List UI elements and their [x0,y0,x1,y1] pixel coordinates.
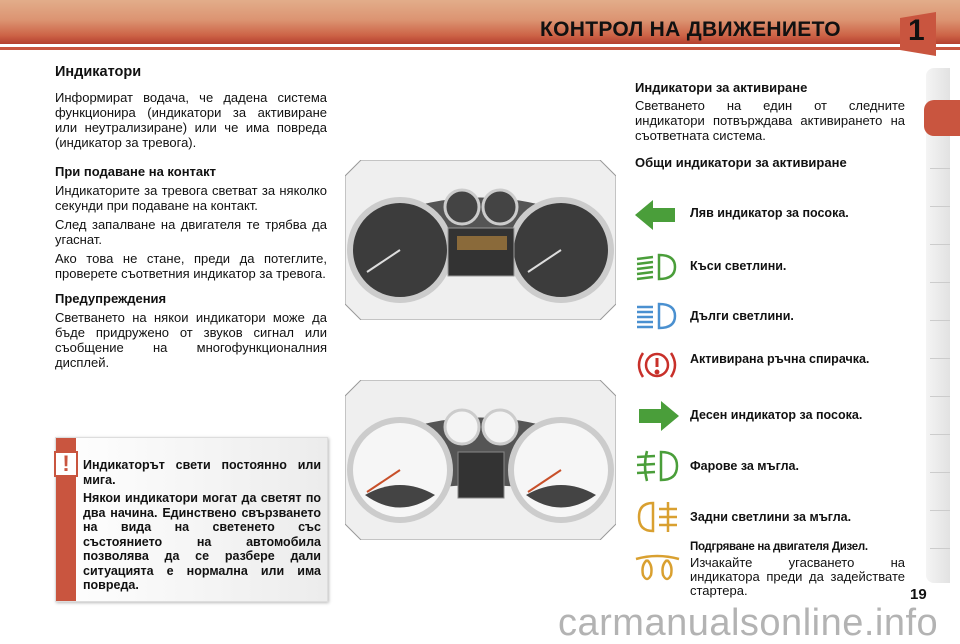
watermark: carmanualsonline.info [558,602,939,644]
indicator-label-parking-brake: Активирана ръчна спирачка. [690,352,870,366]
exclamation-icon: ! [54,451,78,477]
left-column [55,63,327,370]
indicator-label-front-fog: Фарове за мъгла. [690,459,799,473]
rear-fog-icon [633,499,683,535]
intro-text: Информират водача, че дадена система функционира (индикатори за активиране или неутрализиране) или че има повреда (индикатор за тревога). [55,90,327,150]
indicator-label-left-turn: Ляв индикатор за посока. [690,206,849,220]
high-beam-icon [633,298,683,334]
right-turn-arrow-icon [633,398,683,434]
instrument-panel-dark-image [345,160,616,320]
header-divider [0,47,960,50]
right-column-intro [635,80,905,171]
ignition-text-3: Ако това не стане, преди да потеглите, проверете съответния индикатор за тревога. [55,251,327,281]
ignition-text-2: След запалване на двигателя те трябва да угаснат. [55,217,327,247]
activation-heading: Индикатори за активиране [635,80,808,95]
parking-brake-icon [633,347,683,383]
front-fog-icon [633,448,683,484]
warnings-text: Светването на някои индикатори може да бъде придружено от звуков сигнал или съобщение на многофункционалния дисплей. [55,310,327,370]
indicator-label-high-beam: Дълги светлини. [690,309,794,323]
ignition-heading: При подаване на контакт [55,164,217,179]
chapter-tabs[interactable] [926,68,950,583]
indicator-label-rear-fog: Задни светлини за мъгла. [690,510,852,524]
left-turn-arrow-icon [633,197,683,233]
diesel-preheat-block [690,540,905,598]
diesel-preheat-icon [633,551,683,587]
section-title: Индикатори [55,64,142,80]
active-chapter-tab[interactable] [924,100,960,136]
note-text-2: Някои индикатори могат да светят по два начина. Единствено свързването на вида на светенето със състоянието на автомобила позволява да се разбере дали ситуацията е нормална или има повреда. [83,491,321,592]
indicator-label-low-beam: Къси светлини. [690,259,787,273]
indicator-label-right-turn: Десен индикатор за посока. [690,408,863,422]
diesel-preheat-heading: Подгряване на двигателя Дизел. [690,541,868,553]
warnings-heading: Предупреждения [55,291,167,306]
chapter-number: 1 [908,14,925,47]
general-activation-heading: Общи индикатори за активиране [635,155,847,170]
activation-intro: Светването на един от следните индикатори потвърждава активирането на съответната система. [635,98,905,143]
warning-note [55,437,328,602]
note-text-1: Индикаторът свети постоянно или мига. [83,458,321,487]
low-beam-icon [633,249,683,285]
diesel-preheat-text: Изчакайте угасването на индикатора преди да задействате стартера. [690,555,905,598]
ignition-text-1: Индикаторите за тревога светват за няколко секунди при подаване на контакт. [55,183,327,213]
instrument-panel-light-image [345,380,616,540]
page-title: КОНТРОЛ НА ДВИЖЕНИЕТО [540,18,841,41]
page-number: 19 [910,586,927,603]
